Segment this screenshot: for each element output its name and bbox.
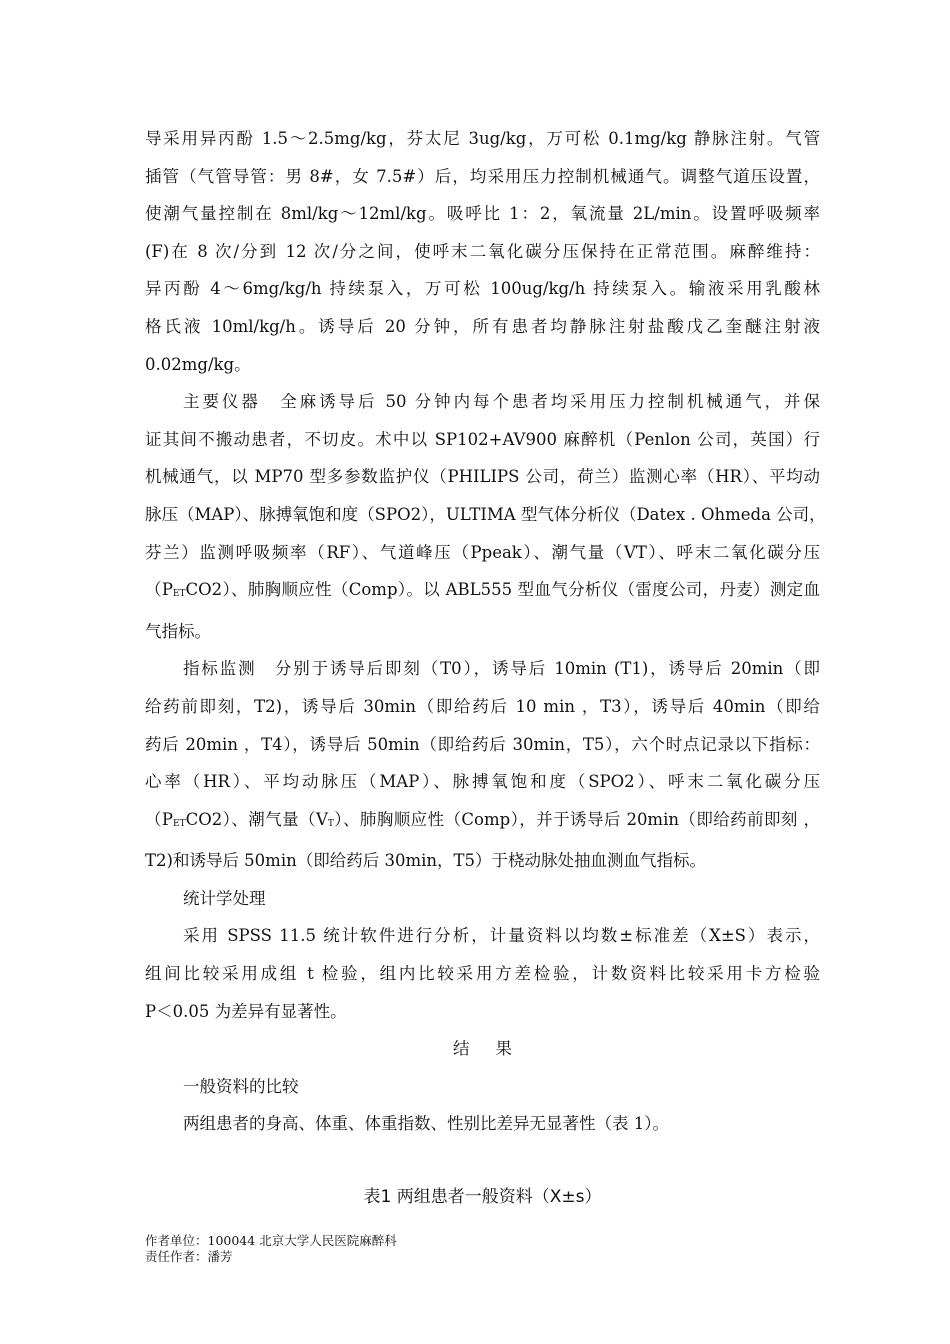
footnote-affiliation: 作者单位：100044 北京大学人民医院麻醉科 xyxy=(145,1233,397,1248)
text-line: 气指标。 xyxy=(145,621,211,641)
general-title: 一般资料的比较 xyxy=(183,1076,299,1096)
text-line: 采用 SPSS 11.5 统计软件进行分析，计量资料以均数±标准差（X±S）表示， xyxy=(183,926,820,946)
petco2-open: （P xyxy=(145,809,174,829)
text-line: 机械通气，以 MP70 型多参数监护仪（PHILIPS 公司，荷兰）监测心率（HR）、平均动 xyxy=(145,467,820,487)
paragraph-anesthesia xyxy=(145,120,820,383)
text-line: T2)和诱导后 50min（即给药后 30min，T5）于桡动脉处抽血测血气指标。 xyxy=(145,851,707,871)
text-line: 导采用异丙酚 1.5～2.5mg/kg，芬太尼 3ug/kg，万可松 0.1mg/kg 静脉注射。气管 xyxy=(145,129,820,148)
document-body xyxy=(145,120,826,1264)
paragraph-general: 两组患者的身高、体重、体重指数、性别比差异无显著性（表 1）。 xyxy=(183,1114,669,1134)
text-line: P＜0.05 为差异有显著性。 xyxy=(145,1001,347,1021)
text-line xyxy=(145,801,820,843)
text-line: 指标监测 分别于诱导后即刻（T0），诱导后 10min (T1)，诱导后 20min（即 xyxy=(183,659,820,679)
vt-main: V xyxy=(315,809,328,829)
text-line: 组间比较采用成组 t 检验，组内比较采用方差检验，计数资料比较采用卡方检验 xyxy=(145,964,820,984)
text-line: 0.02mg/kg。 xyxy=(145,354,251,374)
text-line-rest: 、肺胸顺应性（Comp）。以 ABL555 型血气分析仪（雷度公司，丹麦）测定血 xyxy=(231,580,820,600)
text-line: (F)在 8 次/分到 12 次/分之间，使呼末二氧化碳分压保持在正常范围。麻醉维持： xyxy=(145,241,820,261)
text-line: 给药前即刻，T2)，诱导后 30min（即给药后 10 min ，T3），诱导后 40min（即给 xyxy=(145,696,820,716)
petco2-open: （P xyxy=(145,580,173,600)
paragraph-monitoring xyxy=(145,650,820,880)
text-segment: 、潮气量（ xyxy=(231,809,316,829)
text-line: 药后 20min ，T4），诱导后 50min（即给药后 30min，T5），六个时点记录以下指标： xyxy=(145,734,820,754)
text-line: 证其间不搬动患者，不切皮。术中以 SP102+AV900 麻醉机（Penlon 公司，英国）行 xyxy=(145,429,820,449)
text-line: 插管（气管导管：男 8#，女 7.5#）后，均采用压力控制机械通气。调整气道压设置， xyxy=(145,166,820,186)
paragraph-instruments xyxy=(145,383,826,650)
text-line: 主要仪器 全麻诱导后 50 分钟内每个患者均采用压力控制机械通气，并保 xyxy=(183,392,820,412)
footnote-author: 责任作者：潘芳 xyxy=(145,1249,233,1264)
stats-title: 统计学处理 xyxy=(183,888,266,908)
table-caption: 表1 两组患者一般资料（X±s） xyxy=(363,1187,602,1207)
text-line: 脉压（MAP）、脉搏氧饱和度（SPO2），ULTIMA 型气体分析仪（Datex . Ohmeda 公司， xyxy=(145,504,826,524)
text-line: 异丙酚 4～6mg/kg/h 持续泵入，万可松 100ug/kg/h 持续泵入。输液采用乳酸林 xyxy=(145,279,820,299)
text-line: 使潮气量控制在 8ml/kg～12ml/kg。吸呼比 1：2，氧流量 2L/min。设置呼吸频率 xyxy=(145,204,820,224)
petco2-subscript: ET xyxy=(173,818,186,829)
text-line: 心率（HR）、平均动脉压（MAP）、脉搏氧饱和度（SPO2）、呼末二氧化碳分压 xyxy=(145,772,820,792)
petco2-close: CO2） xyxy=(185,809,232,829)
text-line xyxy=(145,571,820,613)
petco2-close: CO2） xyxy=(185,580,232,600)
paragraph-stats xyxy=(145,917,820,1030)
petco2-subscript: ET xyxy=(172,589,186,600)
text-segment: ）、肺胸顺应性（Comp），并于诱导后 20min（即给药前即刻 ， xyxy=(333,809,820,829)
text-line: 芬兰）监测呼吸频率（RF）、气道峰压（Ppeak）、潮气量（VT）、呼末二氧化碳分压 xyxy=(145,542,820,562)
footnote xyxy=(145,1233,397,1265)
results-heading: 结果 xyxy=(453,1039,538,1059)
vt-subscript: T xyxy=(327,818,334,829)
text-line: 格氏液 10ml/kg/h。诱导后 20 分钟，所有患者均静脉注射盐酸戊乙奎醚注射液 xyxy=(145,316,820,336)
